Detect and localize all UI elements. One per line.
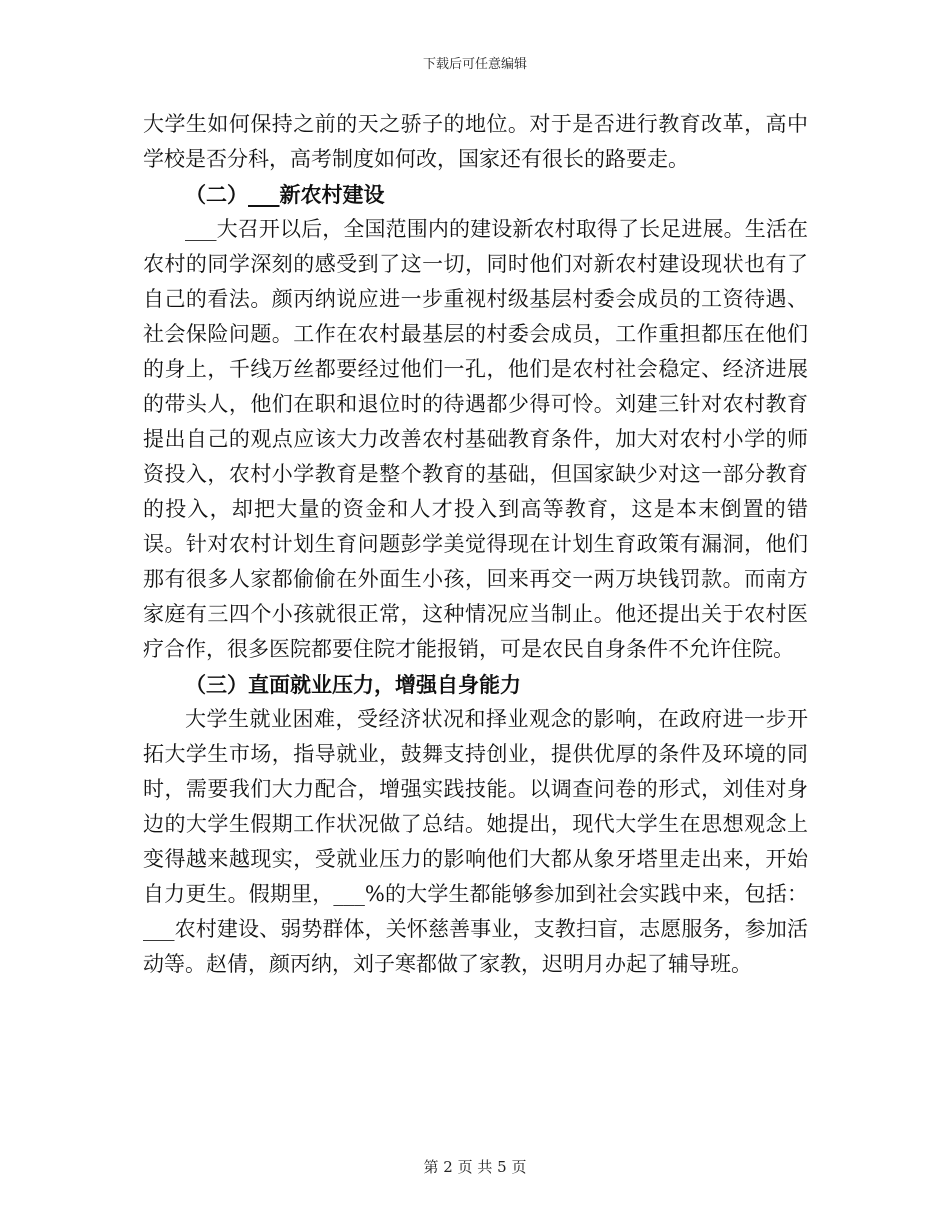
section-heading-3: （三）直面就业压力，增强自身能力: [185, 672, 521, 697]
document-body: [143, 107, 808, 982]
page-header: 下载后可任意编辑: [422, 57, 527, 72]
paragraph-employment: 大学生就业困难，受经济状况和择业观念的影响，在政府进一步开拓大学生市场，指导就业，鼓舞支持创业，提供优厚的条件及环境的同时，需要我们大力配合，增强实践技能。以调查问卷的形式，刘佳对身边的大学生假期工作状况做了总结。她提出，现代大学生在思想观念上变得越来越现实，受就业压力的影响他们大都从象牙塔里走出来，开始自力更生。假期里，___%的大学生都能够参加到社会实践中来，包括：___农村建设、弱势群体，关怀慈善事业，支教扫盲，志愿服务，参加活动等。赵倩，颜丙纳，刘子寒都做了家教，迟明月办起了辅导班。: [143, 707, 808, 976]
section-heading-2: （二）___新农村建设: [185, 182, 385, 207]
paragraph-continued: 大学生如何保持之前的天之骄子的地位。对于是否进行教育改革，高中学校是否分科，高考制度如何改，国家还有很长的路要走。: [143, 112, 808, 171]
paragraph-rural-construction: ___大召开以后，全国范围内的建设新农村取得了长足进展。生活在农村的同学深刻的感受到了这一切，同时他们对新农村建设现状也有了自己的看法。颜丙纳说应进一步重视村级基层村委会成员的工资待遇、社会保险问题。工作在农村最基层的村委会成员，工作重担都压在他们的身上，千线万丝都要经过他们一孔，他们是农村社会稳定、经济进展的带头人，他们在职和退位时的待遇都少得可怜。刘建三针对农村教育提出自己的观点应该大力改善农村基础教育条件，加大对农村小学的师资投入，农村小学教育是整个教育的基础，但国家缺少对这一部分教育的投入，却把大量的资金和人才投入到高等教育，这是本末倒置的错误。针对农村计划生育问题彭学美觉得现在计划生育政策有漏洞，他们那有很多人家都偷偷在外面生小孩，回来再交一两万块钱罚款。而南方家庭有三四个小孩就很正常，这种情况应当制止。他还提出关于农村医疗合作，很多医院都要住院才能报销，可是农民自身条件不允许住院。: [143, 217, 808, 661]
page-footer: 第 2 页 共 5 页: [423, 1158, 527, 1176]
